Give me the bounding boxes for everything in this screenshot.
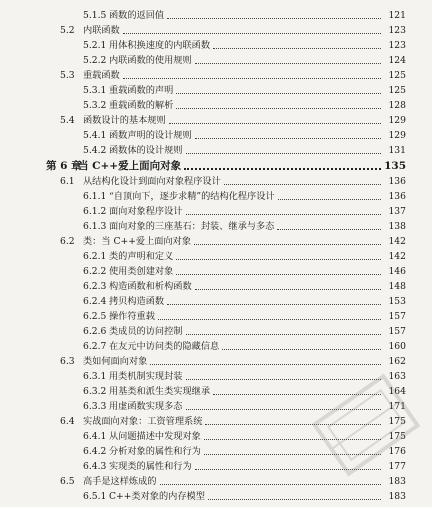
toc-entry-number: 5.3 (60, 70, 75, 81)
toc-entry-number: 6.5 (60, 476, 75, 487)
dot-leader (213, 48, 381, 49)
toc-entry-number: 6.3.2 (83, 386, 107, 397)
dot-leader (195, 138, 381, 139)
toc-entry-page: 125 (388, 85, 406, 96)
toc-entry-number: 5.4 (60, 115, 75, 126)
toc-entry-title: 重载函数 (83, 70, 120, 81)
toc-entry-page: 163 (388, 371, 406, 382)
toc-entry-page: 138 (388, 221, 406, 232)
dot-leader (195, 289, 381, 290)
toc-entry-title: 函数的返回值 (109, 10, 165, 21)
toc-entry-title: 在友元中访问类的隐藏信息 (109, 341, 220, 352)
toc-entry (0, 143, 432, 158)
toc-entry-title: 重载函数的声明 (109, 85, 174, 96)
dot-leader (278, 199, 381, 200)
dot-leader (184, 168, 381, 170)
toc-entry-page: 146 (388, 266, 406, 277)
toc-entry-page: 123 (388, 40, 406, 51)
toc-entry-page: 177 (388, 461, 406, 472)
toc-entry (0, 38, 432, 53)
toc-entry-page: 135 (384, 159, 406, 172)
toc-entry-title: 重载函数的解析 (109, 100, 174, 111)
toc-entry-page: 125 (388, 70, 406, 81)
toc-entry (0, 234, 432, 249)
toc-entry-number: 6.4.1 (83, 431, 107, 442)
toc-entry (0, 489, 432, 504)
toc-entry-title: 内联函数 (83, 25, 120, 36)
toc-entry-page: 124 (388, 55, 406, 66)
toc-entry-title: 当 C++爱上面向对象 (78, 159, 182, 172)
toc-entry-title: 实战面向对象：工资管理系统 (83, 416, 203, 427)
toc-entry-number: 5.2.2 (83, 55, 107, 66)
toc-entry-title: 用体积换速度的内联函数 (109, 40, 211, 51)
toc-entry-number: 6.1.2 (83, 206, 107, 217)
toc-entry (0, 83, 432, 98)
toc-entry-page: 142 (388, 251, 406, 262)
toc-entry-page: 176 (388, 446, 406, 457)
toc-entry-title: 操作符重载 (109, 311, 155, 322)
toc-entry-number: 6.1.3 (83, 221, 107, 232)
toc-entry-number: 6.5.1 (83, 491, 107, 502)
toc-entry-title: 函数体的设计规则 (109, 145, 183, 156)
toc-entry (0, 294, 432, 309)
toc-entry-title: 面向对象程序设计 (109, 206, 183, 217)
toc-entry-page: 129 (388, 130, 406, 141)
dot-leader (123, 78, 381, 79)
toc-entry-page: 157 (388, 311, 406, 322)
toc-entry (0, 189, 432, 204)
dot-leader (222, 349, 381, 350)
dot-leader (123, 33, 381, 34)
toc-entry-page: 121 (388, 10, 406, 21)
toc-entry-title: 函数设计的基本规则 (83, 115, 166, 126)
toc-entry-title: 类成员的访问控制 (109, 326, 183, 337)
toc-entry (0, 174, 432, 189)
toc-entry-page: 142 (388, 236, 406, 247)
toc-entry-number: 6.4.3 (83, 461, 107, 472)
toc-entry (0, 23, 432, 38)
toc-entry-title: 用类机制实现封装 (109, 371, 183, 382)
dot-leader (186, 153, 382, 154)
dot-leader (224, 184, 381, 185)
toc-entry-title: 类如何面向对象 (83, 356, 148, 367)
dot-leader (176, 259, 381, 260)
toc-entry (0, 264, 432, 279)
toc-entry-number: 6.2.1 (83, 251, 107, 262)
toc-entry-number: 5.1.5 (83, 10, 107, 21)
toc-entry-title: 类：当 C++爱上面向对象 (83, 236, 192, 247)
toc-entry (0, 309, 432, 324)
toc-entry (0, 324, 432, 339)
toc-entry (0, 204, 432, 219)
toc-entry-page: 128 (388, 100, 406, 111)
toc-entry-number: 5.3.1 (83, 85, 107, 96)
toc-entry-number: 5.4.2 (83, 145, 107, 156)
watermark-seal-icon (306, 365, 426, 485)
toc-entry-title: 用虚函数实现多态 (109, 401, 183, 412)
toc-entry-page: 136 (388, 191, 406, 202)
dot-leader (186, 334, 382, 335)
toc-entry-page: 129 (388, 115, 406, 126)
toc-entry-number: 6.2.2 (83, 266, 107, 277)
toc-entry (0, 113, 432, 128)
toc-entry-page: 175 (388, 431, 406, 442)
toc-entry (0, 53, 432, 68)
toc-entry-title: 函数声明的设计规则 (109, 130, 192, 141)
toc-entry (0, 98, 432, 113)
dot-leader (176, 108, 381, 109)
toc-entry (0, 339, 432, 354)
toc-entry-number: 第 6 章 (46, 159, 82, 172)
toc-entry (0, 128, 432, 143)
toc-entry-title: 用基类和派生类实现继承 (109, 386, 211, 397)
toc-entry-number: 6.2.3 (83, 281, 107, 292)
toc-entry-number: 5.2 (60, 25, 75, 36)
toc-entry-page: 160 (388, 341, 406, 352)
dot-leader (195, 63, 381, 64)
toc-entry-number: 6.2.5 (83, 311, 107, 322)
toc-entry-page: 123 (388, 25, 406, 36)
toc-entry-title: 类的声明和定义 (109, 251, 174, 262)
toc-entry (0, 68, 432, 83)
toc-entry-number: 5.2.1 (83, 40, 107, 51)
toc-entry-title: 高手是这样炼成的 (83, 476, 157, 487)
dot-leader (167, 18, 381, 19)
toc-entry-page: 183 (388, 476, 406, 487)
toc-entry-page: 157 (388, 326, 406, 337)
dot-leader (167, 304, 381, 305)
toc-entry (0, 8, 432, 23)
toc-entry-page: 131 (388, 145, 406, 156)
dot-leader (176, 93, 381, 94)
toc-entry-title: 构造函数和析构函数 (109, 281, 192, 292)
dot-leader (169, 123, 381, 124)
toc-entry-page: 175 (388, 416, 406, 427)
toc-entry-number: 6.2.4 (83, 296, 107, 307)
toc-entry (0, 219, 432, 234)
dot-leader (186, 214, 382, 215)
toc-entry-page: 137 (388, 206, 406, 217)
toc-entry-number: 6.2 (60, 236, 75, 247)
toc-entry-title: 使用类创建对象 (109, 266, 174, 277)
toc-entry-title: 从问题描述中发现对象 (109, 431, 201, 442)
toc-entry-number: 6.3.1 (83, 371, 107, 382)
toc-entry-page: 148 (388, 281, 406, 292)
toc-entry-page: 153 (388, 296, 406, 307)
toc-entry-number: 6.3 (60, 356, 75, 367)
dot-leader (158, 319, 381, 320)
toc-entry-page: 162 (388, 356, 406, 367)
toc-entry (0, 279, 432, 294)
toc-entry-number: 6.2.7 (83, 341, 107, 352)
toc-entry-title: 分析对象的属性和行为 (109, 446, 201, 457)
toc-entry-title: C++类对象的内存模型 (109, 491, 205, 502)
toc-entry-number: 5.4.1 (83, 130, 107, 141)
dot-leader (277, 229, 381, 230)
toc-entry-number: 6.4.2 (83, 446, 107, 457)
toc-entry-number: 6.4 (60, 416, 75, 427)
toc-entry-number: 6.1.1 (83, 191, 107, 202)
toc-entry-number: 6.2.6 (83, 326, 107, 337)
toc-entry-title: “自顶向下，逐步求精”的结构化程序设计 (109, 191, 275, 202)
dot-leader (208, 499, 381, 500)
dot-leader (194, 244, 381, 245)
toc-entry-title: 拷贝构造函数 (109, 296, 165, 307)
dot-leader (176, 274, 381, 275)
toc-entry-number: 6.3.3 (83, 401, 107, 412)
toc-entry-page: 171 (388, 401, 406, 412)
toc-entry (0, 249, 432, 264)
toc-entry-title: 从结构化设计到面向对象程序设计 (83, 176, 221, 187)
toc-entry (0, 158, 432, 174)
toc-entry-page: 136 (388, 176, 406, 187)
toc-entry-title: 实现类的属性和行为 (109, 461, 192, 472)
toc-entry-number: 5.3.2 (83, 100, 107, 111)
toc-entry-page: 164 (388, 386, 406, 397)
toc-entry-number: 6.1 (60, 176, 75, 187)
toc-entry-title: 面向对象的三座基石：封装、继承与多态 (109, 221, 275, 232)
toc-entry-title: 内联函数的使用规则 (109, 55, 192, 66)
toc-entry-page: 183 (388, 491, 406, 502)
